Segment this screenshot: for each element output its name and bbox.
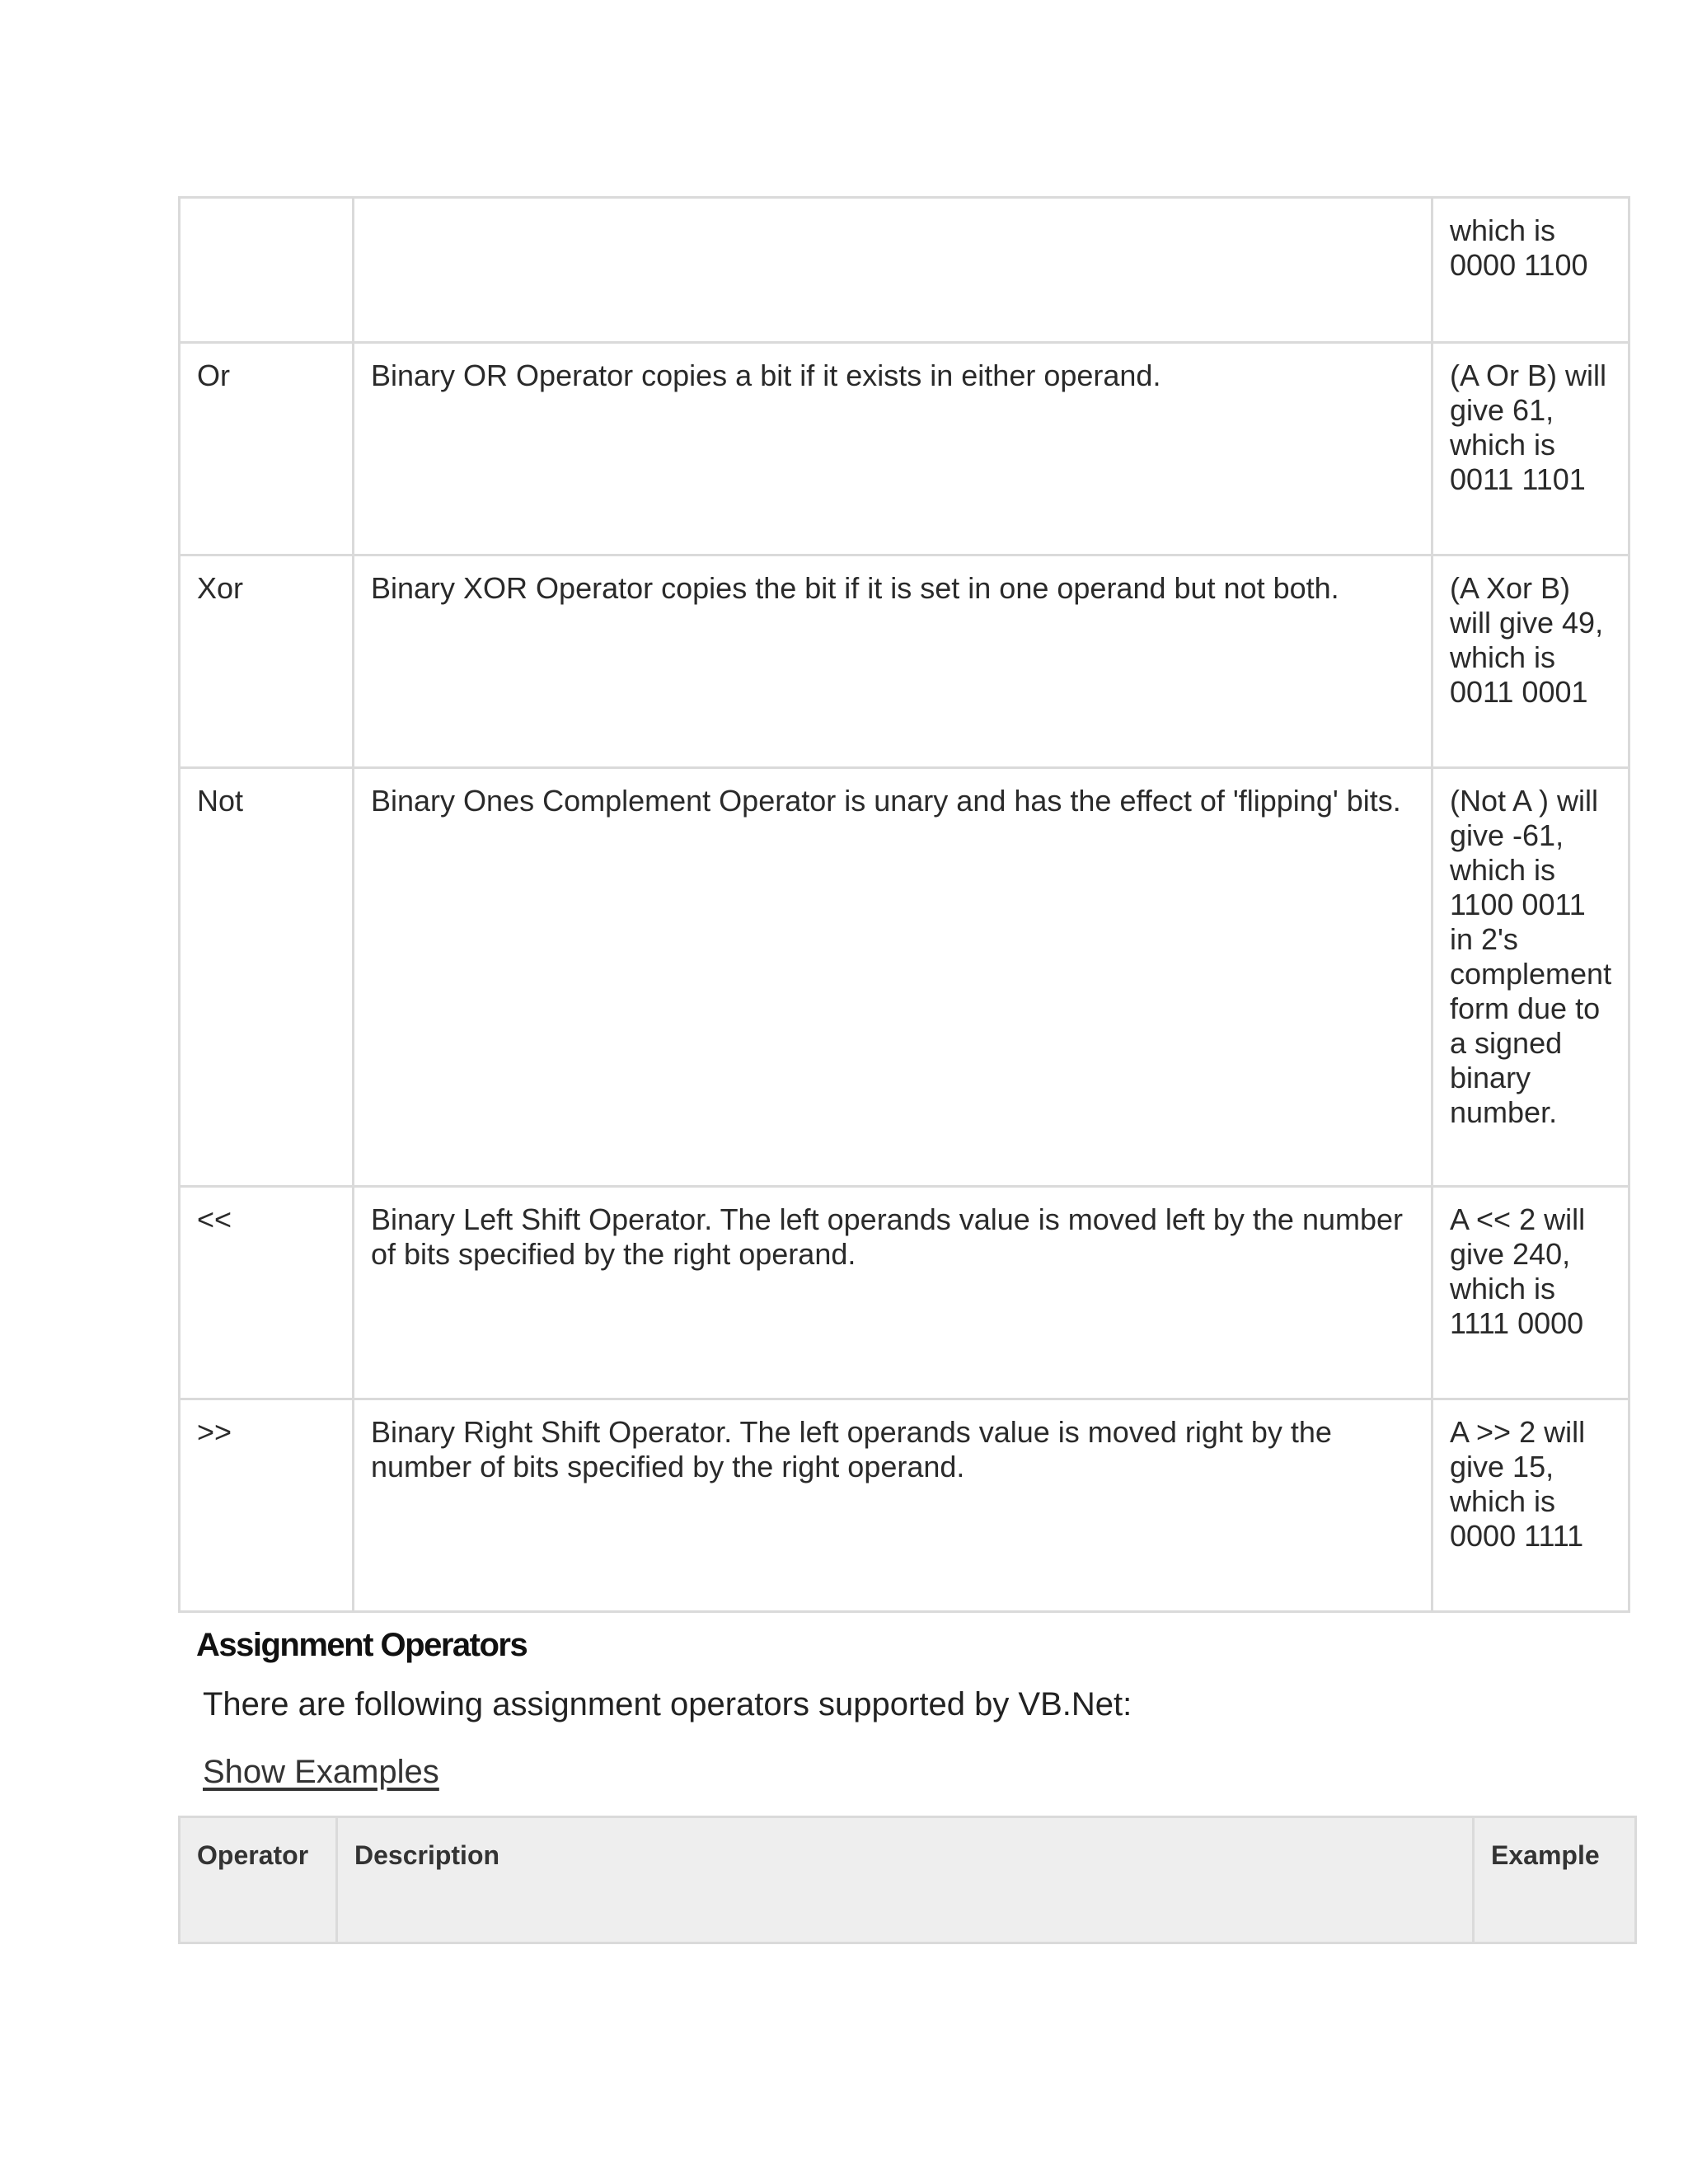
- example-cell: which is 0000 1100: [1432, 198, 1629, 343]
- table-row: [180, 343, 1629, 555]
- operator-cell: Or: [180, 343, 354, 555]
- operator-cell: [180, 198, 354, 343]
- table-row: [180, 198, 1629, 343]
- description-cell: Binary OR Operator copies a bit if it exists in either operand.: [354, 343, 1432, 555]
- table-row: [180, 1187, 1629, 1399]
- description-cell: [354, 198, 1432, 343]
- example-cell: A << 2 will give 240, which is 1111 0000: [1432, 1187, 1629, 1399]
- table-row: [180, 555, 1629, 768]
- example-cell: A >> 2 will give 15, which is 0000 1111: [1432, 1399, 1629, 1612]
- section-heading: Assignment Operators: [196, 1627, 528, 1663]
- section-intro: There are following assignment operators supported by VB.Net:: [203, 1686, 1132, 1722]
- table-row: [180, 1399, 1629, 1612]
- table-row: [180, 768, 1629, 1187]
- example-cell: (Not A ) will give -61, which is 1100 0011 in 2's complement form due to a signed binary number.: [1432, 768, 1629, 1187]
- description-cell: Binary Right Shift Operator. The left operands value is moved right by the number of bits specified by the right operand.: [354, 1399, 1432, 1612]
- description-cell: Binary Ones Complement Operator is unary and has the effect of 'flipping' bits.: [354, 768, 1432, 1187]
- example-cell: (A Or B) will give 61, which is 0011 1101: [1432, 343, 1629, 555]
- example-cell: (A Xor B) will give 49, which is 0011 0001: [1432, 555, 1629, 768]
- operator-cell: Not: [180, 768, 354, 1187]
- header-operator: Operator: [180, 1817, 337, 1943]
- header-description: Description: [337, 1817, 1474, 1943]
- operator-cell: >>: [180, 1399, 354, 1612]
- header-example: Example: [1474, 1817, 1636, 1943]
- description-cell: Binary Left Shift Operator. The left operands value is moved left by the number of bits specified by the right operand.: [354, 1187, 1432, 1399]
- assignment-operators-table: [178, 1816, 1637, 1944]
- bitwise-operators-table: [178, 196, 1630, 1613]
- description-cell: Binary XOR Operator copies the bit if it is set in one operand but not both.: [354, 555, 1432, 768]
- show-examples-link[interactable]: Show Examples: [203, 1754, 439, 1790]
- operator-cell: Xor: [180, 555, 354, 768]
- operator-cell: <<: [180, 1187, 354, 1399]
- table-header-row: [180, 1817, 1636, 1943]
